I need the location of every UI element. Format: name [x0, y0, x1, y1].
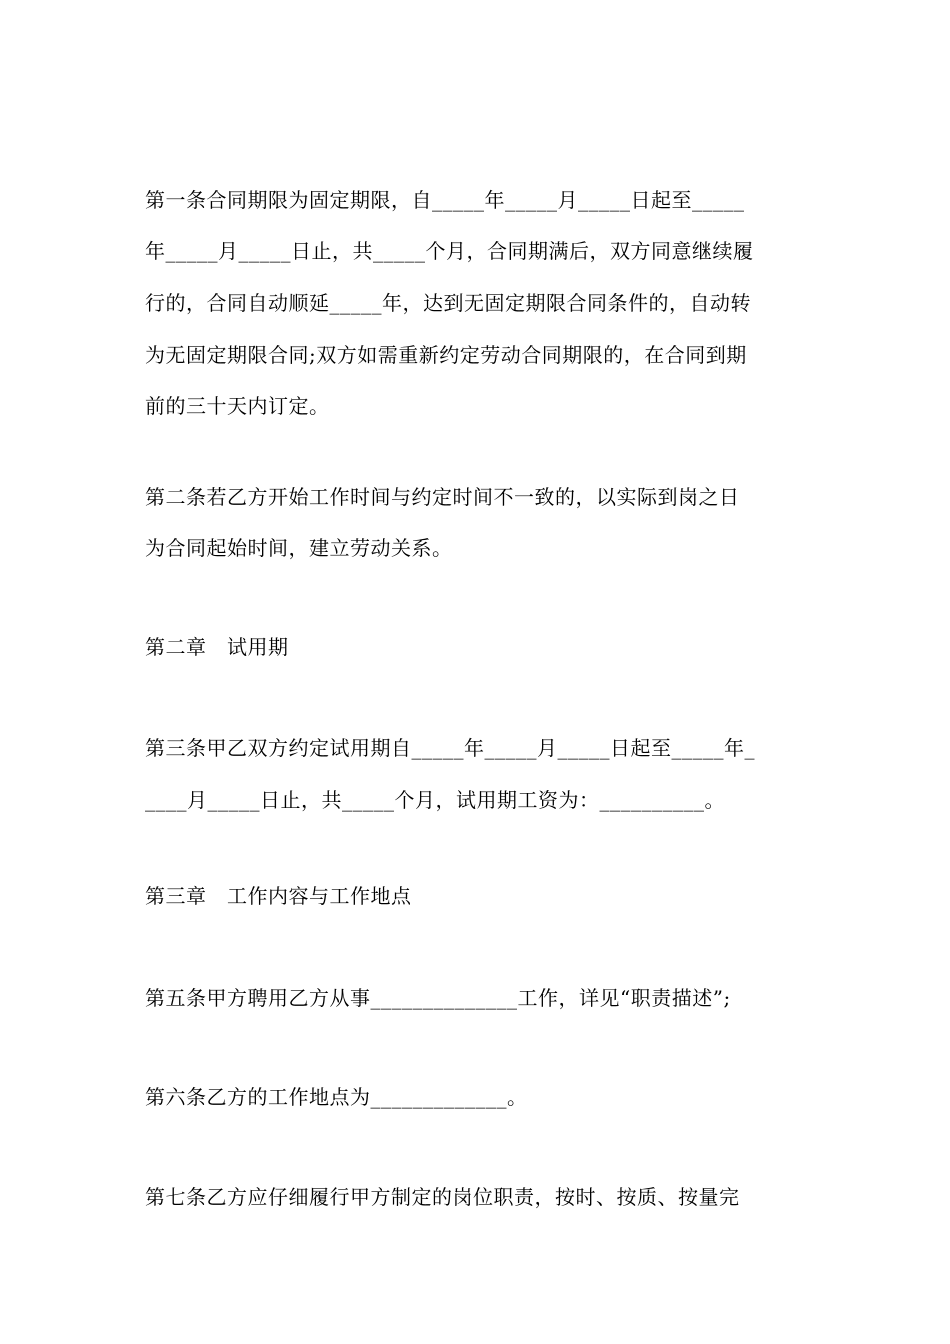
article-5: 第五条甲方聘用乙方从事______________工作，详见“职责描述”; [145, 986, 731, 1010]
article-1-line-4: 为无固定期限合同;双方如需重新约定劳动合同期限的，在合同到期 [145, 343, 747, 367]
article-1-line-3: 行的，合同自动顺延_____年，达到无固定期限合同条件的，自动转 [145, 291, 751, 315]
article-3-line-2: ____月_____日止，共_____个月，试用期工资为：__________。 [145, 788, 725, 812]
article-7-line-1: 第七条乙方应仔细履行甲方制定的岗位职责，按时、按质、按量完 [145, 1185, 740, 1209]
article-1-line-1: 第一条合同期限为固定期限，自_____年_____月_____日起至_____ [145, 188, 745, 212]
article-2-line-1: 第二条若乙方开始工作时间与约定时间不一致的，以实际到岗之日 [145, 485, 740, 509]
article-3-line-1: 第三条甲乙双方约定试用期自_____年_____月_____日起至_____年_ [145, 736, 755, 760]
article-2-line-2: 为合同起始时间，建立劳动关系。 [145, 536, 453, 560]
chapter-2-heading: 第二章 试用期 [145, 635, 289, 659]
article-1-line-5: 前的三十天内订定。 [145, 394, 330, 418]
article-1-line-2: 年_____月_____日止，共_____个月，合同期满后，双方同意继续履 [145, 239, 754, 263]
chapter-3-heading: 第三章 工作内容与工作地点 [145, 884, 412, 908]
article-6: 第六条乙方的工作地点为_____________。 [145, 1085, 528, 1109]
